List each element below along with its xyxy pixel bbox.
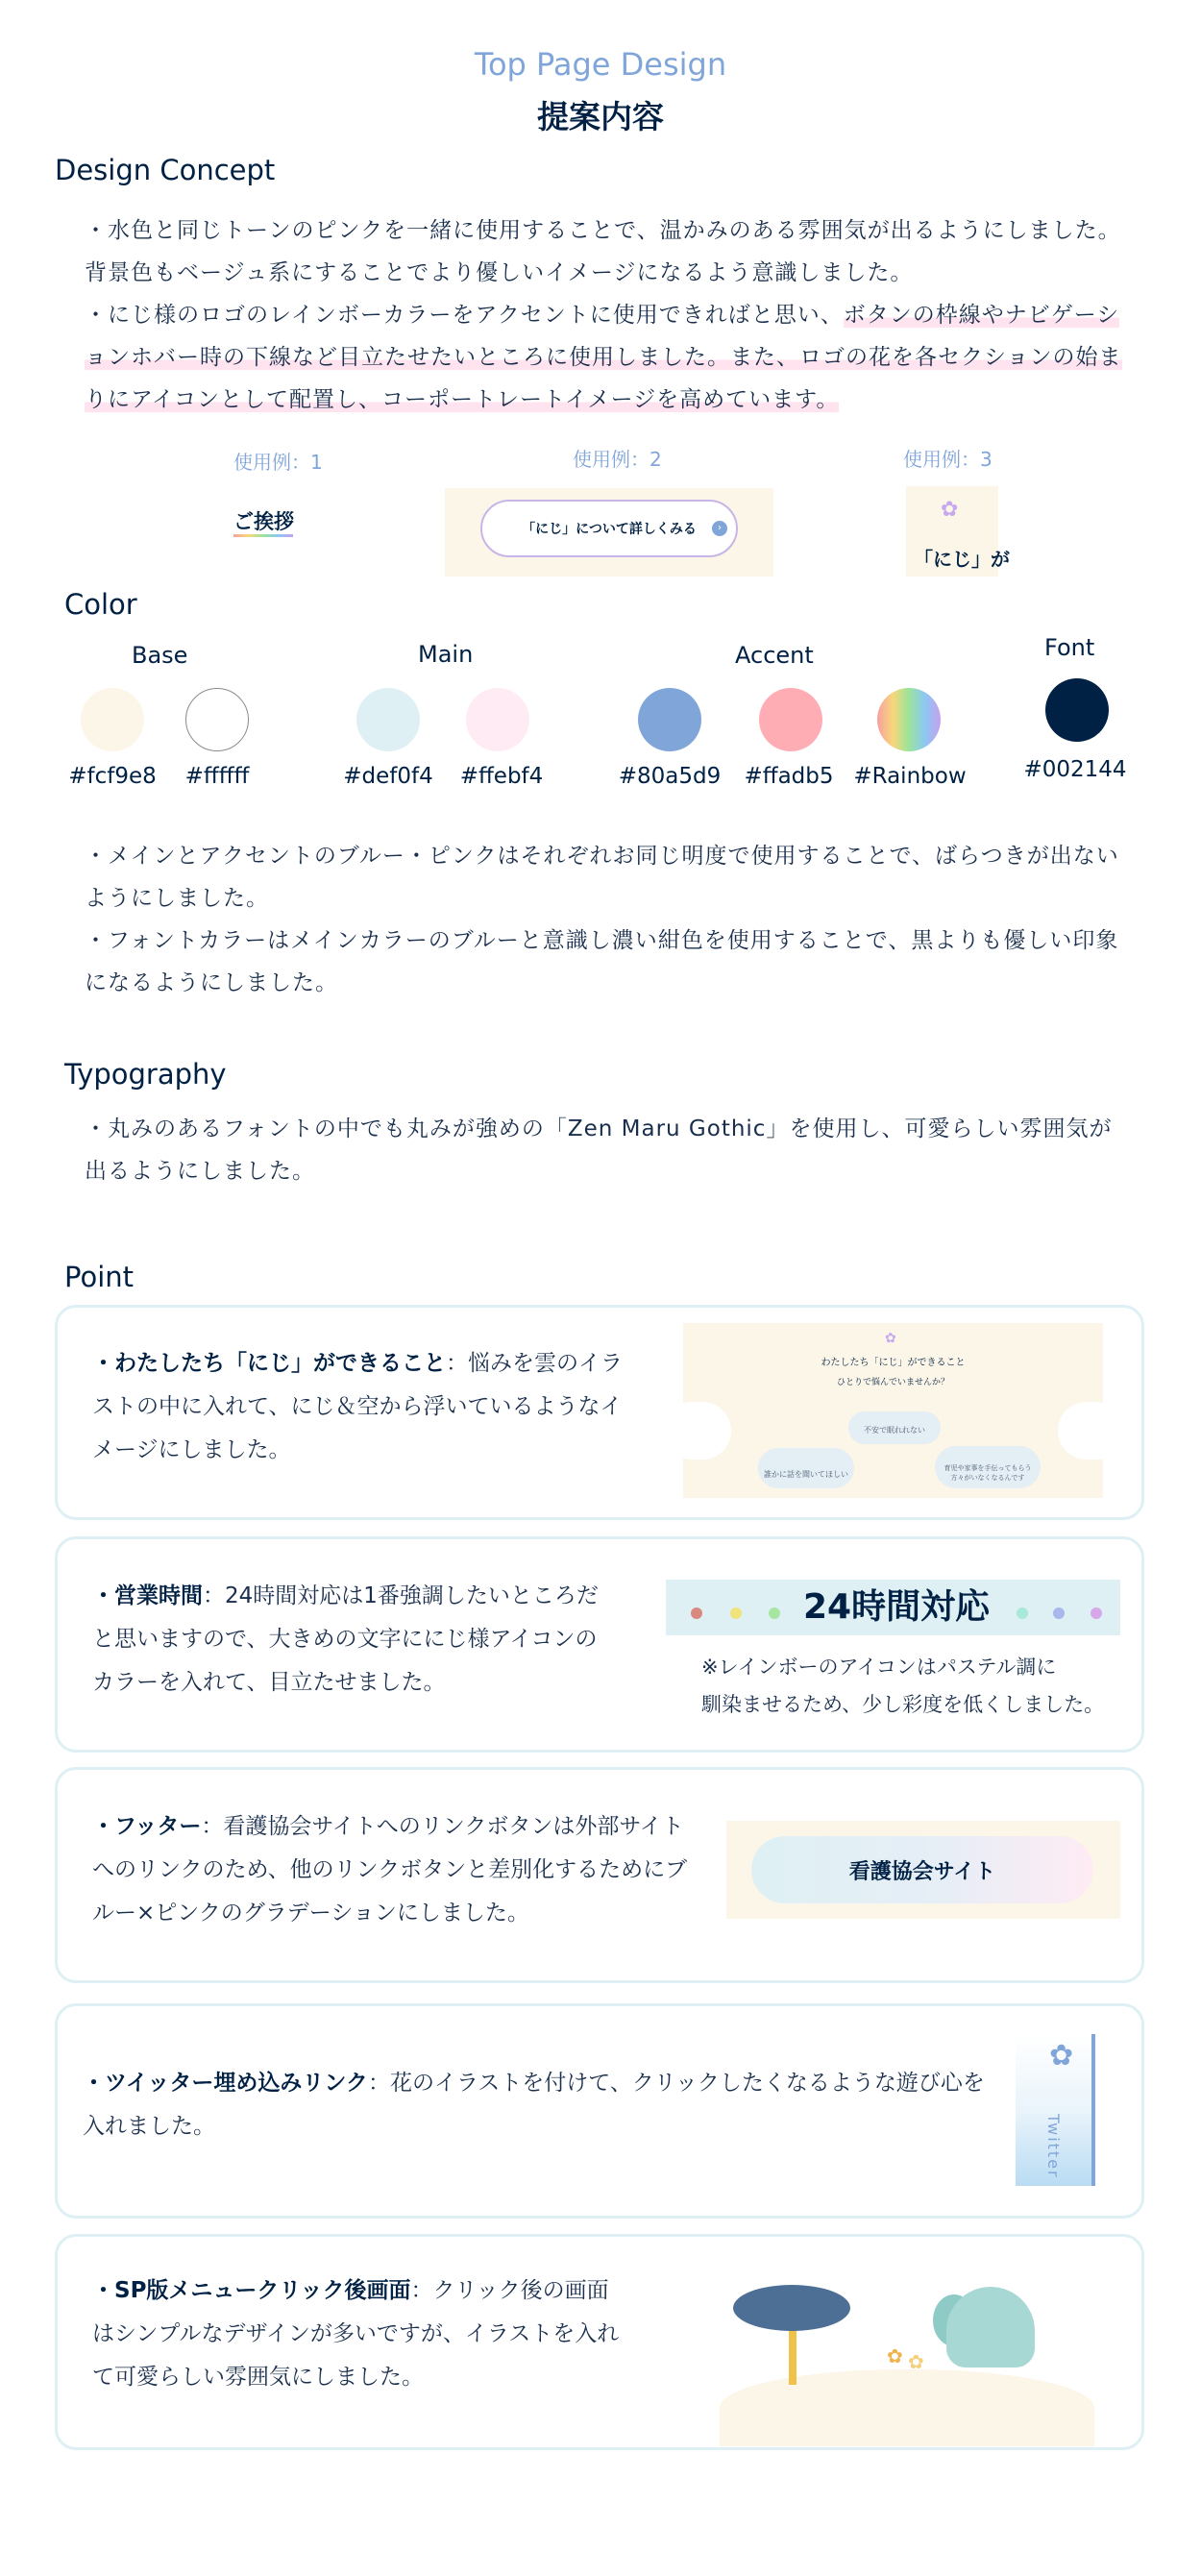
cloud-illustration <box>758 1448 854 1488</box>
swatch-rainbow <box>877 688 941 751</box>
concept-p1: ・水色と同じトーンのピンクを一緒に使用することで、温かみのある雰囲気が出るようにしました。背景色もベージュ系にすることでより優しいイメージになるよう意識しました。 <box>85 218 1121 285</box>
hex-label: #def0f4 <box>343 764 433 789</box>
section-title-typography <box>64 1058 227 1091</box>
ground-illustration <box>720 2369 1094 2446</box>
section-title-text: Design Concept <box>55 154 276 186</box>
example-rainbow-button[interactable] <box>480 500 738 557</box>
example-section-icon-box <box>906 486 1010 577</box>
example-section-heading: 「にじ」が <box>914 548 1010 571</box>
swatch-ffffff <box>185 688 249 751</box>
point-card-1-text <box>92 1342 630 1472</box>
example-button-label: 「にじ」について詳しくみる <box>522 522 697 537</box>
point-card-heading: ・ツイッター埋め込みリンク <box>83 2071 368 2096</box>
hex-label: #80a5d9 <box>618 764 722 789</box>
point-card-body: ：クリック後の画面はシンプルなデザインが多いですが、イラストを入れて可愛らしい雰囲気にしました。 <box>92 2278 620 2390</box>
cloud-text: 育児や家事を手伝ってもらう方々がいなくなるんです <box>944 1464 1032 1482</box>
example-label-1: 使用例：1 <box>233 451 323 474</box>
flower-illustration-icon: ✿ <box>887 2344 903 2367</box>
section-title-text: Point <box>64 1261 135 1293</box>
rainbow-dot-icon <box>769 1607 780 1619</box>
point-card-heading: ・フッター <box>92 1814 202 1839</box>
point-card-5-text <box>92 2269 630 2399</box>
section-title-concept <box>55 154 275 186</box>
elephant-illustration <box>946 2287 1035 2367</box>
color-p2: ・フォントカラーはメインカラーのブルーと意識し濃い紺色を使用することで、黒よりも優しい印象になるようにしました。 <box>85 928 1119 995</box>
point-card-3-text <box>92 1805 698 1935</box>
concept-paragraph <box>85 209 1132 421</box>
hex-label: #fcf9e8 <box>68 764 157 789</box>
point-card-heading: ・わたしたち「にじ」ができること <box>92 1351 446 1376</box>
hours-note-line1: ※レインボーのアイコンはパステル調に <box>701 1656 1057 1679</box>
image-heading: わたしたち「にじ」ができること <box>821 1358 966 1368</box>
point-card-heading: ・営業時間 <box>92 1583 203 1608</box>
point-card-body: ：花のイラストを付けて、クリックしたくなるような遊び心を入れました。 <box>83 2071 985 2139</box>
typography-paragraph: ・丸みのあるフォントの中でも丸みが強めの「Zen Maru Gothic」を使用し、可愛らしい雰囲気が出るようにしました。 <box>85 1116 1113 1184</box>
point-card-1-image <box>683 1323 1103 1498</box>
example-label-2: 使用例：2 <box>573 448 662 471</box>
cloud-text: 誰かに話を聞いてほしい <box>764 1470 848 1479</box>
sp-menu-illustration <box>720 2266 1094 2421</box>
swatch-ffebf4 <box>466 688 529 751</box>
swatch-fcf9e8 <box>81 688 144 751</box>
hex-label: #ffadb5 <box>744 764 834 789</box>
hex-label: #Rainbow <box>853 764 967 789</box>
section-title-text: Color <box>64 588 137 621</box>
example-label-3: 使用例：3 <box>903 448 993 471</box>
concept-p2-a: ・にじ様のロゴのレインボーカラーをアクセントに使用できればと思い、 <box>85 303 844 328</box>
point-card-heading: ・SP版メニュークリック後画面 <box>92 2278 411 2303</box>
swatch-ffadb5 <box>759 688 822 751</box>
color-group-base: Base <box>132 642 188 669</box>
cloud-illustration <box>664 1402 731 1460</box>
point-card-body: ：看護協会サイトへのリンクボタンは外部サイトへのリンクのため、他のリンクボタンと差別化するためにブルー×ピンクのグラデーションにしました。 <box>92 1814 688 1926</box>
flower-icon: ✿ <box>941 498 959 522</box>
hex-label: #ffebf4 <box>459 764 544 789</box>
section-title-color <box>64 588 137 621</box>
color-group-accent: Accent <box>735 642 814 669</box>
rainbow-dot-icon <box>691 1607 702 1619</box>
flower-icon: ✿ <box>885 1331 896 1346</box>
arrow-right-icon: › <box>712 521 727 536</box>
nursing-association-button[interactable] <box>751 1836 1093 1903</box>
point-card-body: ：悩みを雲のイラストの中に入れて、にじ＆空から浮いているようなイメージにしました。 <box>92 1351 623 1462</box>
color-p1: ・メインとアクセントのブルー・ピンクはそれぞれお同じ明度で使用することで、ばらつきが出ないようにしました。 <box>85 844 1119 911</box>
swatch-def0f4 <box>356 688 420 751</box>
example-greeting-text: ご挨拶 <box>233 510 294 533</box>
point-card-body: ：24時間対応は1番強調したいところだと思いますので、大きめの文字ににじ様アイコンのカラーを入れて、目立たせました。 <box>92 1583 599 1695</box>
rainbow-dot-icon <box>1091 1607 1102 1619</box>
tree-trunk-illustration <box>789 2325 797 2385</box>
flower-icon: ✿ <box>1049 2039 1074 2073</box>
color-group-main: Main <box>418 641 474 668</box>
rainbow-dot-icon <box>730 1607 742 1619</box>
section-title-text: Typography <box>64 1058 227 1091</box>
hours-banner-text: 24時間対応 <box>803 1587 991 1627</box>
rainbow-dot-icon <box>1017 1607 1028 1619</box>
tree-illustration <box>733 2285 850 2331</box>
swatch-002144 <box>1045 678 1109 742</box>
hours-note-line2: 馴染ませるため、少し彩度を低くしました。 <box>701 1693 1105 1716</box>
image-subheading: ひとりで悩んでいませんか？ <box>836 1378 949 1387</box>
concept-p2-c: また、ロゴの花を各セクションの始まりにアイコンとして配置し、コーポートレートイメージを高めています。 <box>85 345 1122 412</box>
twitter-link-text[interactable]: Twitter <box>1044 2114 1063 2179</box>
swatch-80a5d9 <box>638 688 701 751</box>
hours-note <box>701 1649 1104 1724</box>
page-subtitle: Top Page Design <box>474 46 727 83</box>
rainbow-dot-icon <box>1053 1607 1065 1619</box>
color-paragraph <box>85 835 1132 1004</box>
rainbow-underline <box>233 534 293 537</box>
hex-label: #ffffff <box>184 764 250 789</box>
nursing-association-button-label: 看護協会サイト <box>848 1859 996 1884</box>
page-title: 提案内容 <box>537 98 664 135</box>
cloud-text: 不安で眠れれない <box>864 1426 925 1435</box>
color-group-font: Font <box>1044 634 1095 661</box>
section-title-point <box>64 1261 134 1293</box>
flower-illustration-icon: ✿ <box>908 2350 924 2373</box>
concept-p2 <box>85 294 1132 421</box>
point-card-4-text <box>83 2062 986 2148</box>
point-card-2-text <box>92 1575 611 1705</box>
cloud-illustration <box>1058 1402 1125 1460</box>
hex-label: #002144 <box>1023 757 1127 782</box>
concept-p2-highlight: ボタンの枠線やナビゲーションホバー時の下線など目立たせたいところに使用しました。 <box>85 303 1120 370</box>
